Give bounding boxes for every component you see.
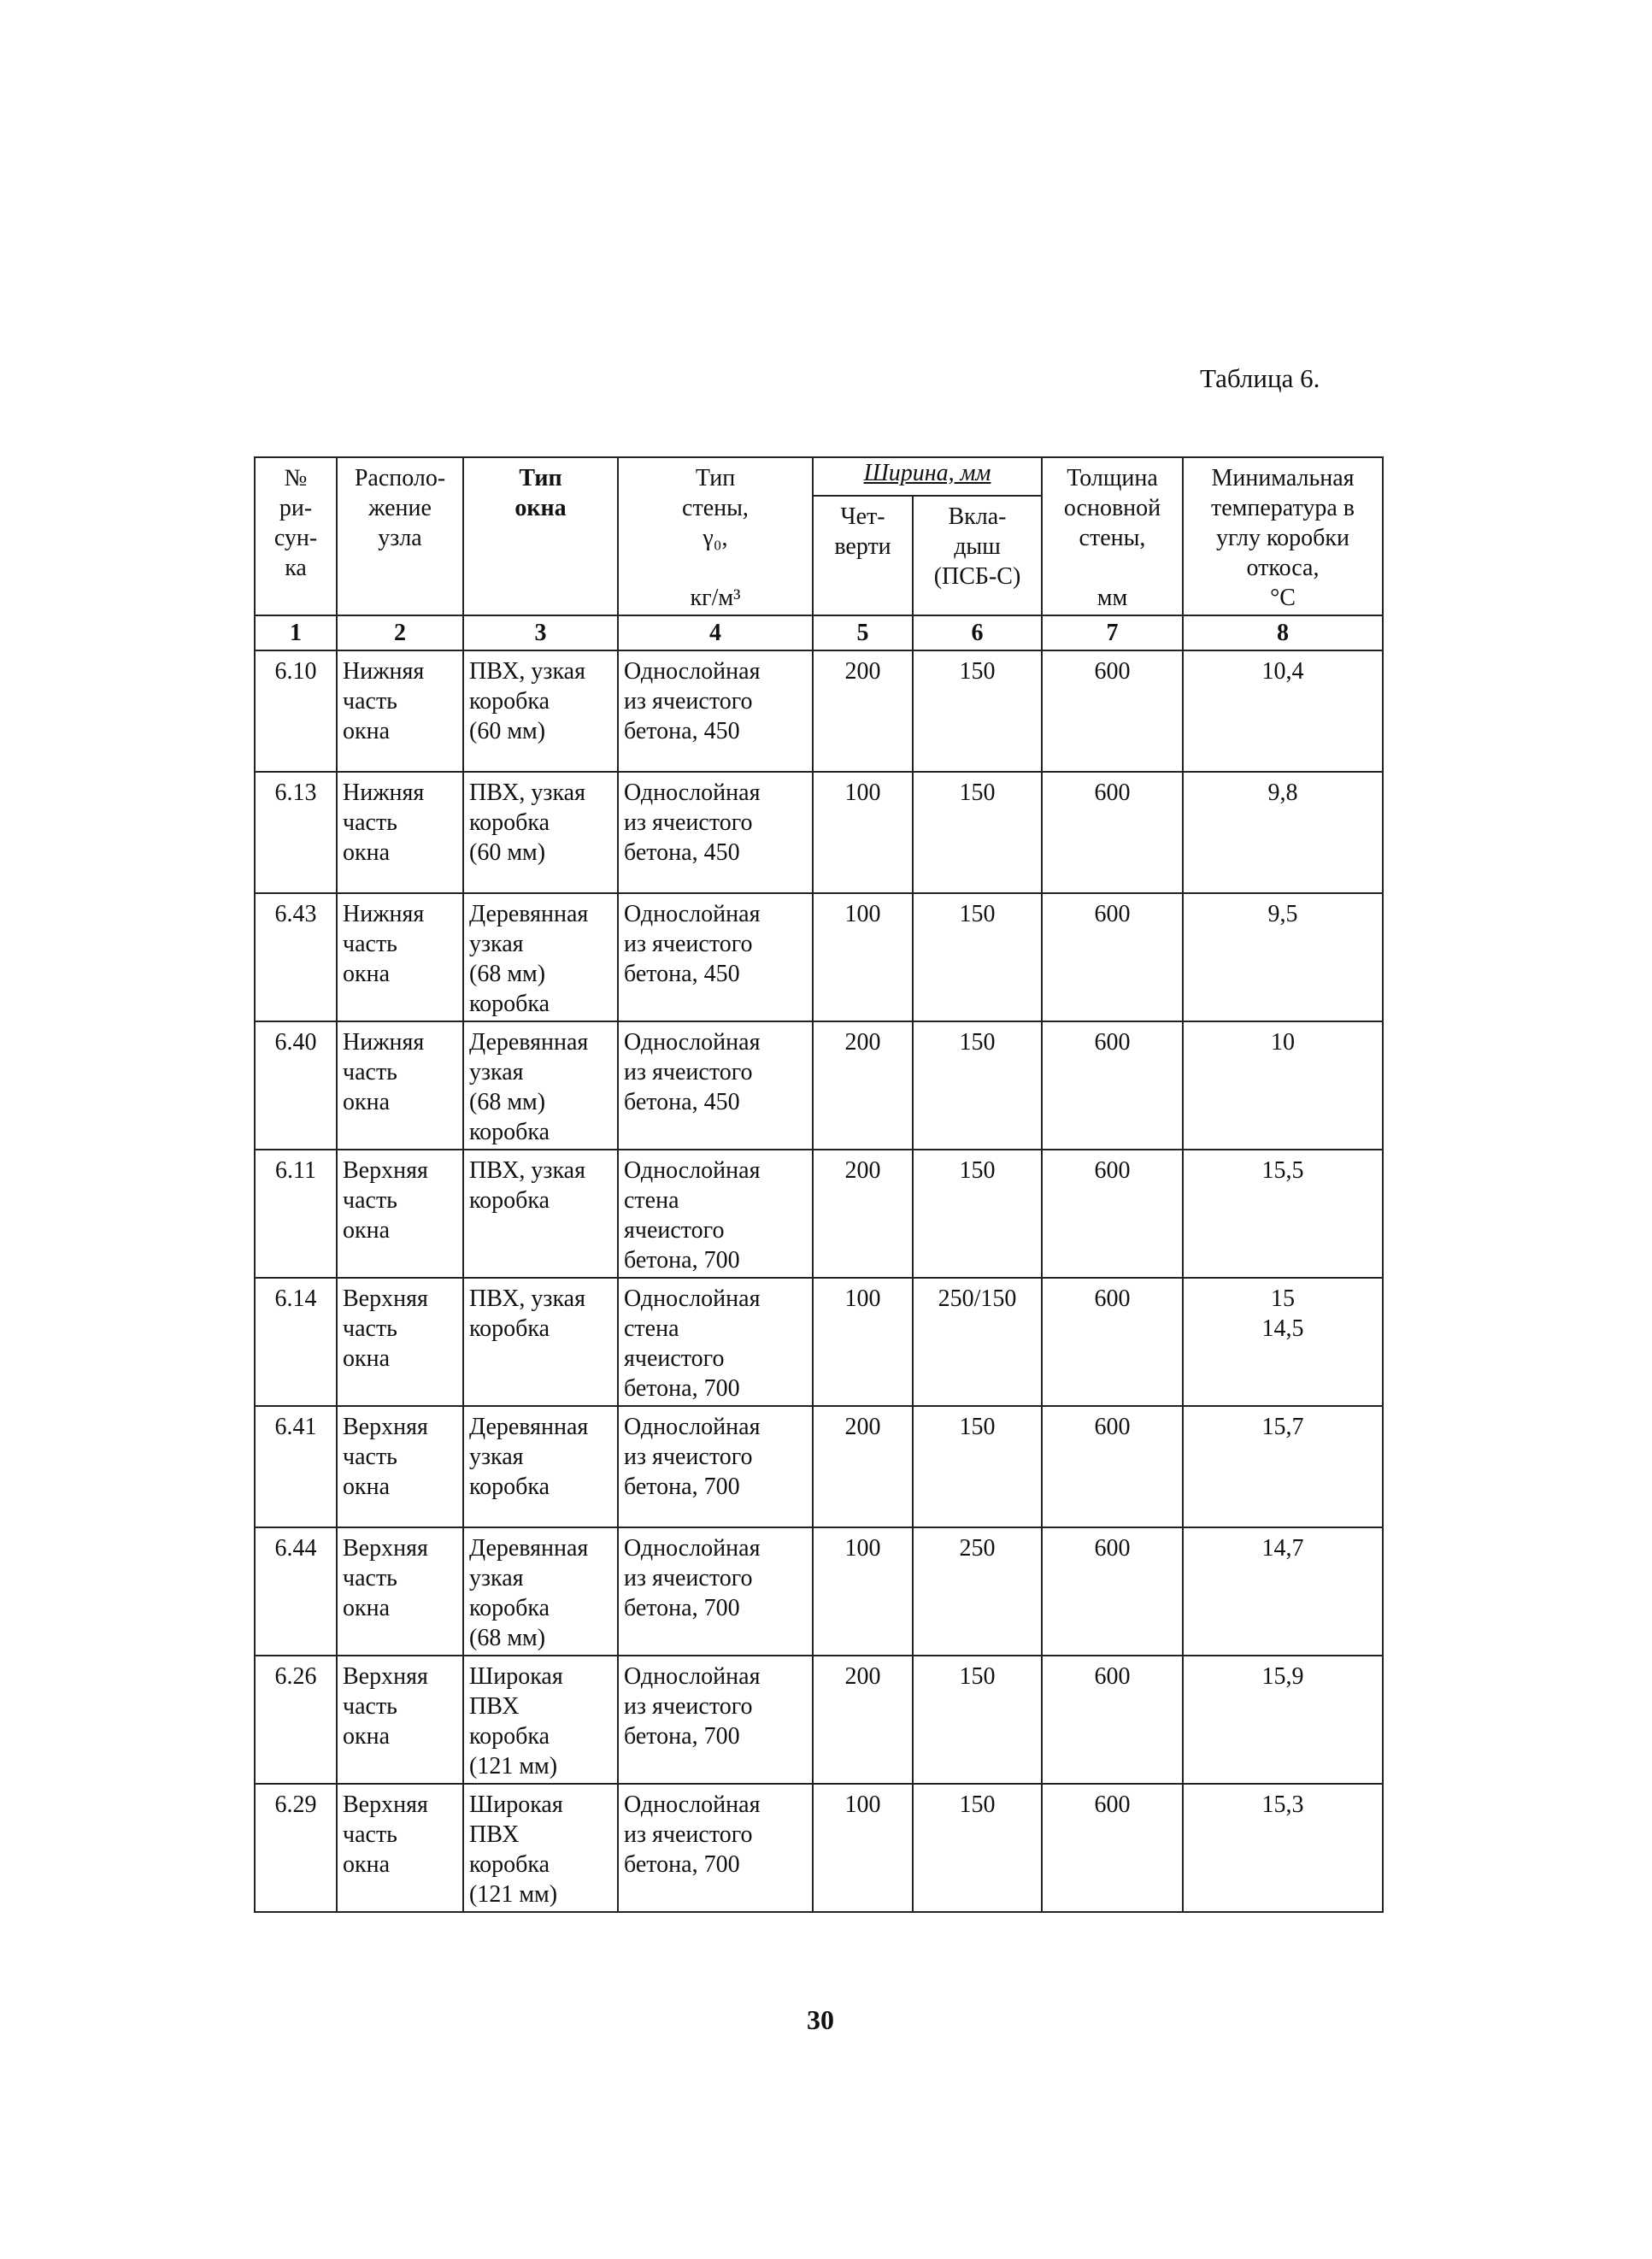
cell-quarter: 200	[813, 1150, 913, 1278]
cell-figure: 6.29	[255, 1784, 337, 1912]
cell-window-type: ПВХ, узкая коробка	[463, 1278, 618, 1406]
cell-window-type: Широкая ПВХ коробка (121 мм)	[463, 1784, 618, 1912]
cell-window-type: Широкая ПВХ коробка (121 мм)	[463, 1656, 618, 1784]
table-row	[255, 1656, 1383, 1784]
cell-quarter: 100	[813, 1278, 913, 1406]
header-min-temperature: Минимальная температура в углу коробки откоса, °С	[1183, 457, 1383, 615]
cell-thickness: 600	[1042, 772, 1183, 893]
table-row	[255, 1784, 1383, 1912]
header-window-type: Тип окна	[463, 457, 618, 615]
cell-window-type: Деревянная узкая коробка (68 мм)	[463, 1527, 618, 1656]
cell-wall-type: Однослойная из ячеистого бетона, 450	[618, 1021, 813, 1150]
cell-thickness: 600	[1042, 1278, 1183, 1406]
table-row	[255, 772, 1383, 893]
cell-location: Нижняя часть окна	[337, 1021, 463, 1150]
cell-insert: 250	[913, 1527, 1042, 1656]
cell-quarter: 100	[813, 1527, 913, 1656]
cell-figure: 6.13	[255, 772, 337, 893]
table-row	[255, 1278, 1383, 1406]
cell-temperature: 15,5	[1183, 1150, 1383, 1278]
cell-wall-type: Однослойная из ячеистого бетона, 450	[618, 772, 813, 893]
cell-wall-type: Однослойная из ячеистого бетона, 700	[618, 1527, 813, 1656]
cell-wall-type: Однослойная из ячеистого бетона, 450	[618, 893, 813, 1021]
cell-window-type: ПВХ, узкая коробка (60 мм)	[463, 772, 618, 893]
column-number: 4	[618, 615, 813, 650]
cell-insert: 150	[913, 893, 1042, 1021]
cell-thickness: 600	[1042, 1784, 1183, 1912]
cell-location: Верхняя часть окна	[337, 1406, 463, 1527]
cell-quarter: 100	[813, 893, 913, 1021]
cell-location: Нижняя часть окна	[337, 772, 463, 893]
cell-temperature: 15,9	[1183, 1656, 1383, 1784]
cell-quarter: 100	[813, 772, 913, 893]
header-quarter: Чет- верти	[813, 496, 913, 615]
cell-wall-type: Однослойная из ячеистого бетона, 450	[618, 650, 813, 772]
table-row	[255, 1527, 1383, 1656]
column-number: 6	[913, 615, 1042, 650]
cell-figure: 6.43	[255, 893, 337, 1021]
cell-location: Верхняя часть окна	[337, 1527, 463, 1656]
cell-thickness: 600	[1042, 1150, 1183, 1278]
cell-thickness: 600	[1042, 1656, 1183, 1784]
cell-temperature: 10,4	[1183, 650, 1383, 772]
table-caption: Таблица 6.	[1200, 363, 1320, 393]
cell-wall-type: Однослойная из ячеистого бетона, 700	[618, 1406, 813, 1527]
cell-location: Верхняя часть окна	[337, 1278, 463, 1406]
header-wall-type: Тип стены, γ₀, кг/м³	[618, 457, 813, 615]
cell-window-type: ПВХ, узкая коробка (60 мм)	[463, 650, 618, 772]
cell-temperature: 15,7	[1183, 1406, 1383, 1527]
cell-location: Верхняя часть окна	[337, 1784, 463, 1912]
cell-window-type: Деревянная узкая (68 мм) коробка	[463, 1021, 618, 1150]
column-number: 8	[1183, 615, 1383, 650]
table-row	[255, 1021, 1383, 1150]
cell-thickness: 600	[1042, 1021, 1183, 1150]
column-number: 1	[255, 615, 337, 650]
header-figure-number: № ри- сун- ка	[255, 457, 337, 615]
cell-quarter: 200	[813, 1021, 913, 1150]
cell-location: Нижняя часть окна	[337, 650, 463, 772]
cell-insert: 150	[913, 1150, 1042, 1278]
cell-temperature: 9,8	[1183, 772, 1383, 893]
cell-figure: 6.26	[255, 1656, 337, 1784]
cell-figure: 6.11	[255, 1150, 337, 1278]
cell-location: Верхняя часть окна	[337, 1656, 463, 1784]
cell-figure: 6.40	[255, 1021, 337, 1150]
table-row	[255, 1150, 1383, 1278]
cell-insert: 150	[913, 1021, 1042, 1150]
data-table	[254, 456, 1384, 1913]
column-number: 3	[463, 615, 618, 650]
cell-temperature: 15,3	[1183, 1784, 1383, 1912]
cell-temperature: 9,5	[1183, 893, 1383, 1021]
column-number: 5	[813, 615, 913, 650]
cell-figure: 6.41	[255, 1406, 337, 1527]
cell-temperature: 10	[1183, 1021, 1383, 1150]
column-number-row	[255, 615, 1383, 650]
cell-quarter: 200	[813, 1656, 913, 1784]
cell-insert: 150	[913, 772, 1042, 893]
header-width-label: Ширина, мм	[863, 460, 991, 486]
cell-insert: 250/150	[913, 1278, 1042, 1406]
cell-window-type: Деревянная узкая (68 мм) коробка	[463, 893, 618, 1021]
cell-figure: 6.14	[255, 1278, 337, 1406]
cell-wall-type: Однослойная из ячеистого бетона, 700	[618, 1656, 813, 1784]
cell-insert: 150	[913, 1406, 1042, 1527]
cell-quarter: 200	[813, 1406, 913, 1527]
cell-temperature: 14,7	[1183, 1527, 1383, 1656]
header-insert: Вкла- дыш (ПСБ-С)	[913, 496, 1042, 615]
table-row	[255, 650, 1383, 772]
cell-figure: 6.10	[255, 650, 337, 772]
table-row	[255, 1406, 1383, 1527]
cell-insert: 150	[913, 1656, 1042, 1784]
cell-window-type: ПВХ, узкая коробка	[463, 1150, 618, 1278]
cell-insert: 150	[913, 650, 1042, 772]
cell-wall-type: Однослойная стена ячеистого бетона, 700	[618, 1278, 813, 1406]
cell-temperature: 15 14,5	[1183, 1278, 1383, 1406]
page-number: 30	[807, 2004, 834, 2035]
cell-location: Нижняя часть окна	[337, 893, 463, 1021]
cell-insert: 150	[913, 1784, 1042, 1912]
cell-thickness: 600	[1042, 1406, 1183, 1527]
cell-wall-type: Однослойная из ячеистого бетона, 700	[618, 1784, 813, 1912]
header-node-location: Располо- жение узла	[337, 457, 463, 615]
column-number: 2	[337, 615, 463, 650]
cell-quarter: 200	[813, 650, 913, 772]
cell-quarter: 100	[813, 1784, 913, 1912]
cell-figure: 6.44	[255, 1527, 337, 1656]
cell-window-type: Деревянная узкая коробка	[463, 1406, 618, 1527]
cell-thickness: 600	[1042, 650, 1183, 772]
cell-thickness: 600	[1042, 1527, 1183, 1656]
cell-wall-type: Однослойная стена ячеистого бетона, 700	[618, 1150, 813, 1278]
cell-thickness: 600	[1042, 893, 1183, 1021]
header-wall-thickness: Толщина основной стены, мм	[1042, 457, 1183, 615]
cell-location: Верхняя часть окна	[337, 1150, 463, 1278]
table-row	[255, 893, 1383, 1021]
header-width-group	[813, 457, 1042, 496]
column-number: 7	[1042, 615, 1183, 650]
